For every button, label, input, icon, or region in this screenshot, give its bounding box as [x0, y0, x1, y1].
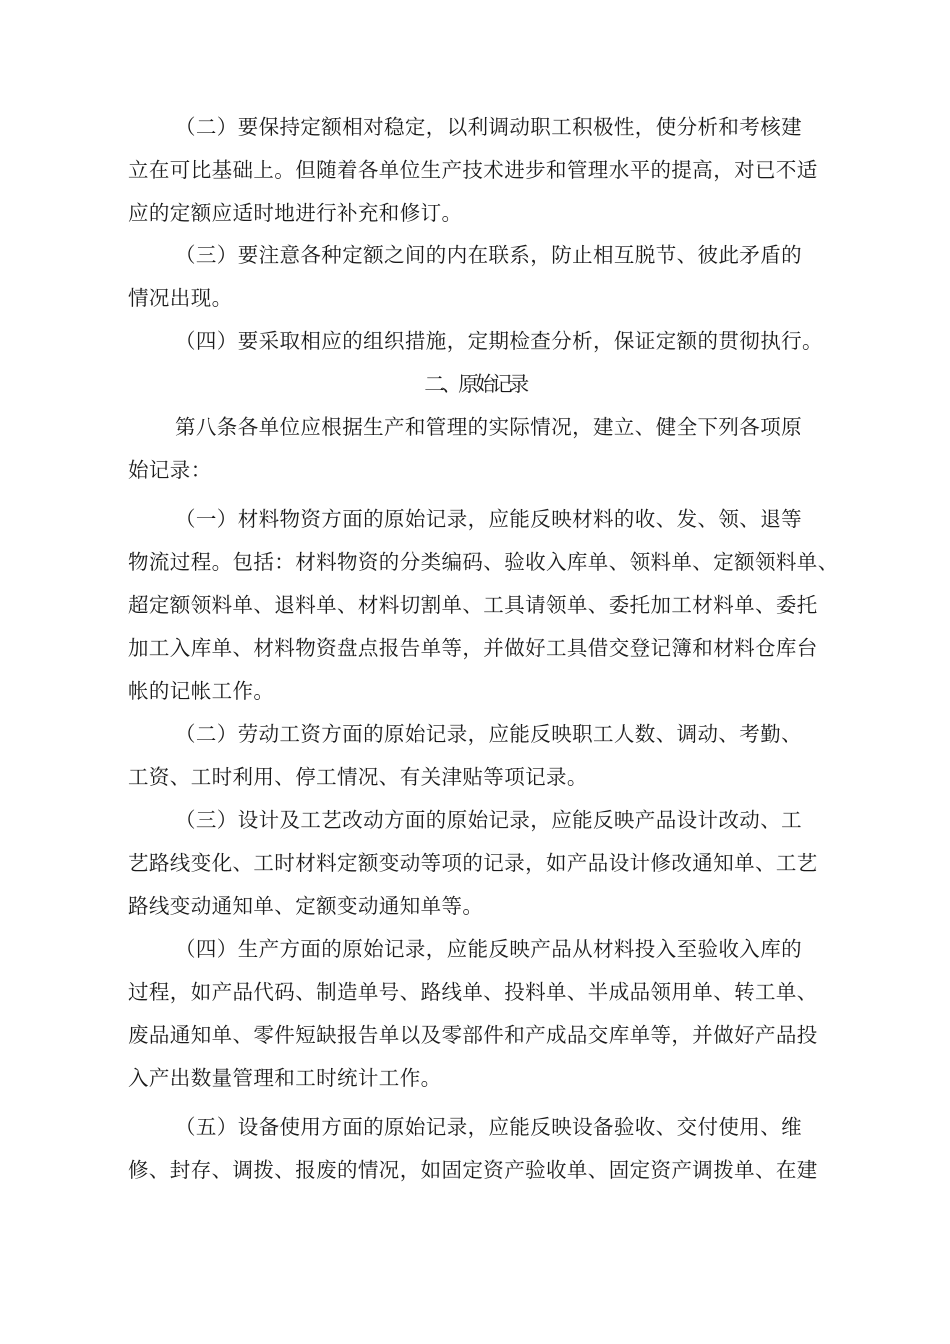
paragraph-line: 立在可比基础上。但随着各单位生产技术进步和管理水平的提高，对已不适 [128, 158, 818, 182]
section-heading: 二、原始记录 [424, 372, 526, 396]
paragraph-line: （二）要保持定额相对稳定，以利调动职工积极性，使分析和考核建 [175, 115, 802, 139]
paragraph-line: （三）设计及工艺改动方面的原始记录，应能反映产品设计改动、工 [175, 808, 802, 832]
paragraph-line: 废品通知单、零件短缺报告单以及零部件和产成品交库单等，并做好产品投 [128, 1023, 818, 1047]
paragraph-line: 超定额领料单、退料单、材料切割单、工具请领单、委托加工材料单、委托 [128, 593, 818, 617]
paragraph-line: 情况出现。 [128, 286, 233, 310]
paragraph-line: 过程，如产品代码、制造单号、路线单、投料单、半成品领用单、转工单、 [128, 980, 818, 1004]
paragraph-line: （一）材料物资方面的原始记录，应能反映材料的收、发、领、退等 [175, 507, 802, 531]
paragraph-line: （五）设备使用方面的原始记录，应能反映设备验收、交付使用、维 [175, 1115, 802, 1139]
paragraph-line: 帐的记帐工作。 [128, 679, 275, 703]
paragraph-line: 修、封存、调拨、报废的情况，如固定资产验收单、固定资产调拨单、在建 [128, 1158, 818, 1182]
paragraph-line: 工资、工时利用、停工情况、有关津贴等项记录。 [128, 765, 588, 789]
paragraph-line: 应的定额应适时地进行补充和修订。 [128, 201, 463, 225]
paragraph-line: 第八条各单位应根据生产和管理的实际情况，建立、健全下列各项原 [175, 415, 802, 439]
paragraph-line: （四）要采取相应的组织措施，定期检查分析，保证定额的贯彻执行。 [175, 329, 823, 353]
paragraph-line: 入产出数量管理和工时统计工作。 [128, 1066, 442, 1090]
paragraph-line: （二）劳动工资方面的原始记录，应能反映职工人数、调动、考勤、 [175, 722, 802, 746]
paragraph-line: 加工入库单、材料物资盘点报告单等，并做好工具借交登记簿和材料仓库台 [128, 636, 818, 660]
paragraph-line: 始记录： [128, 458, 212, 482]
paragraph-line: 路线变动通知单、定额变动通知单等。 [128, 894, 484, 918]
paragraph-line: （三）要注意各种定额之间的内在联系，防止相互脱节、彼此矛盾的 [175, 243, 802, 267]
paragraph-line: 艺路线变化、工时材料定额变动等项的记录，如产品设计修改通知单、工艺 [128, 851, 818, 875]
paragraph-line: 物流过程。包括：材料物资的分类编码、验收入库单、领料单、定额领料单、 [128, 550, 839, 574]
paragraph-line: （四）生产方面的原始记录，应能反映产品从材料投入至验收入库的 [175, 937, 802, 961]
